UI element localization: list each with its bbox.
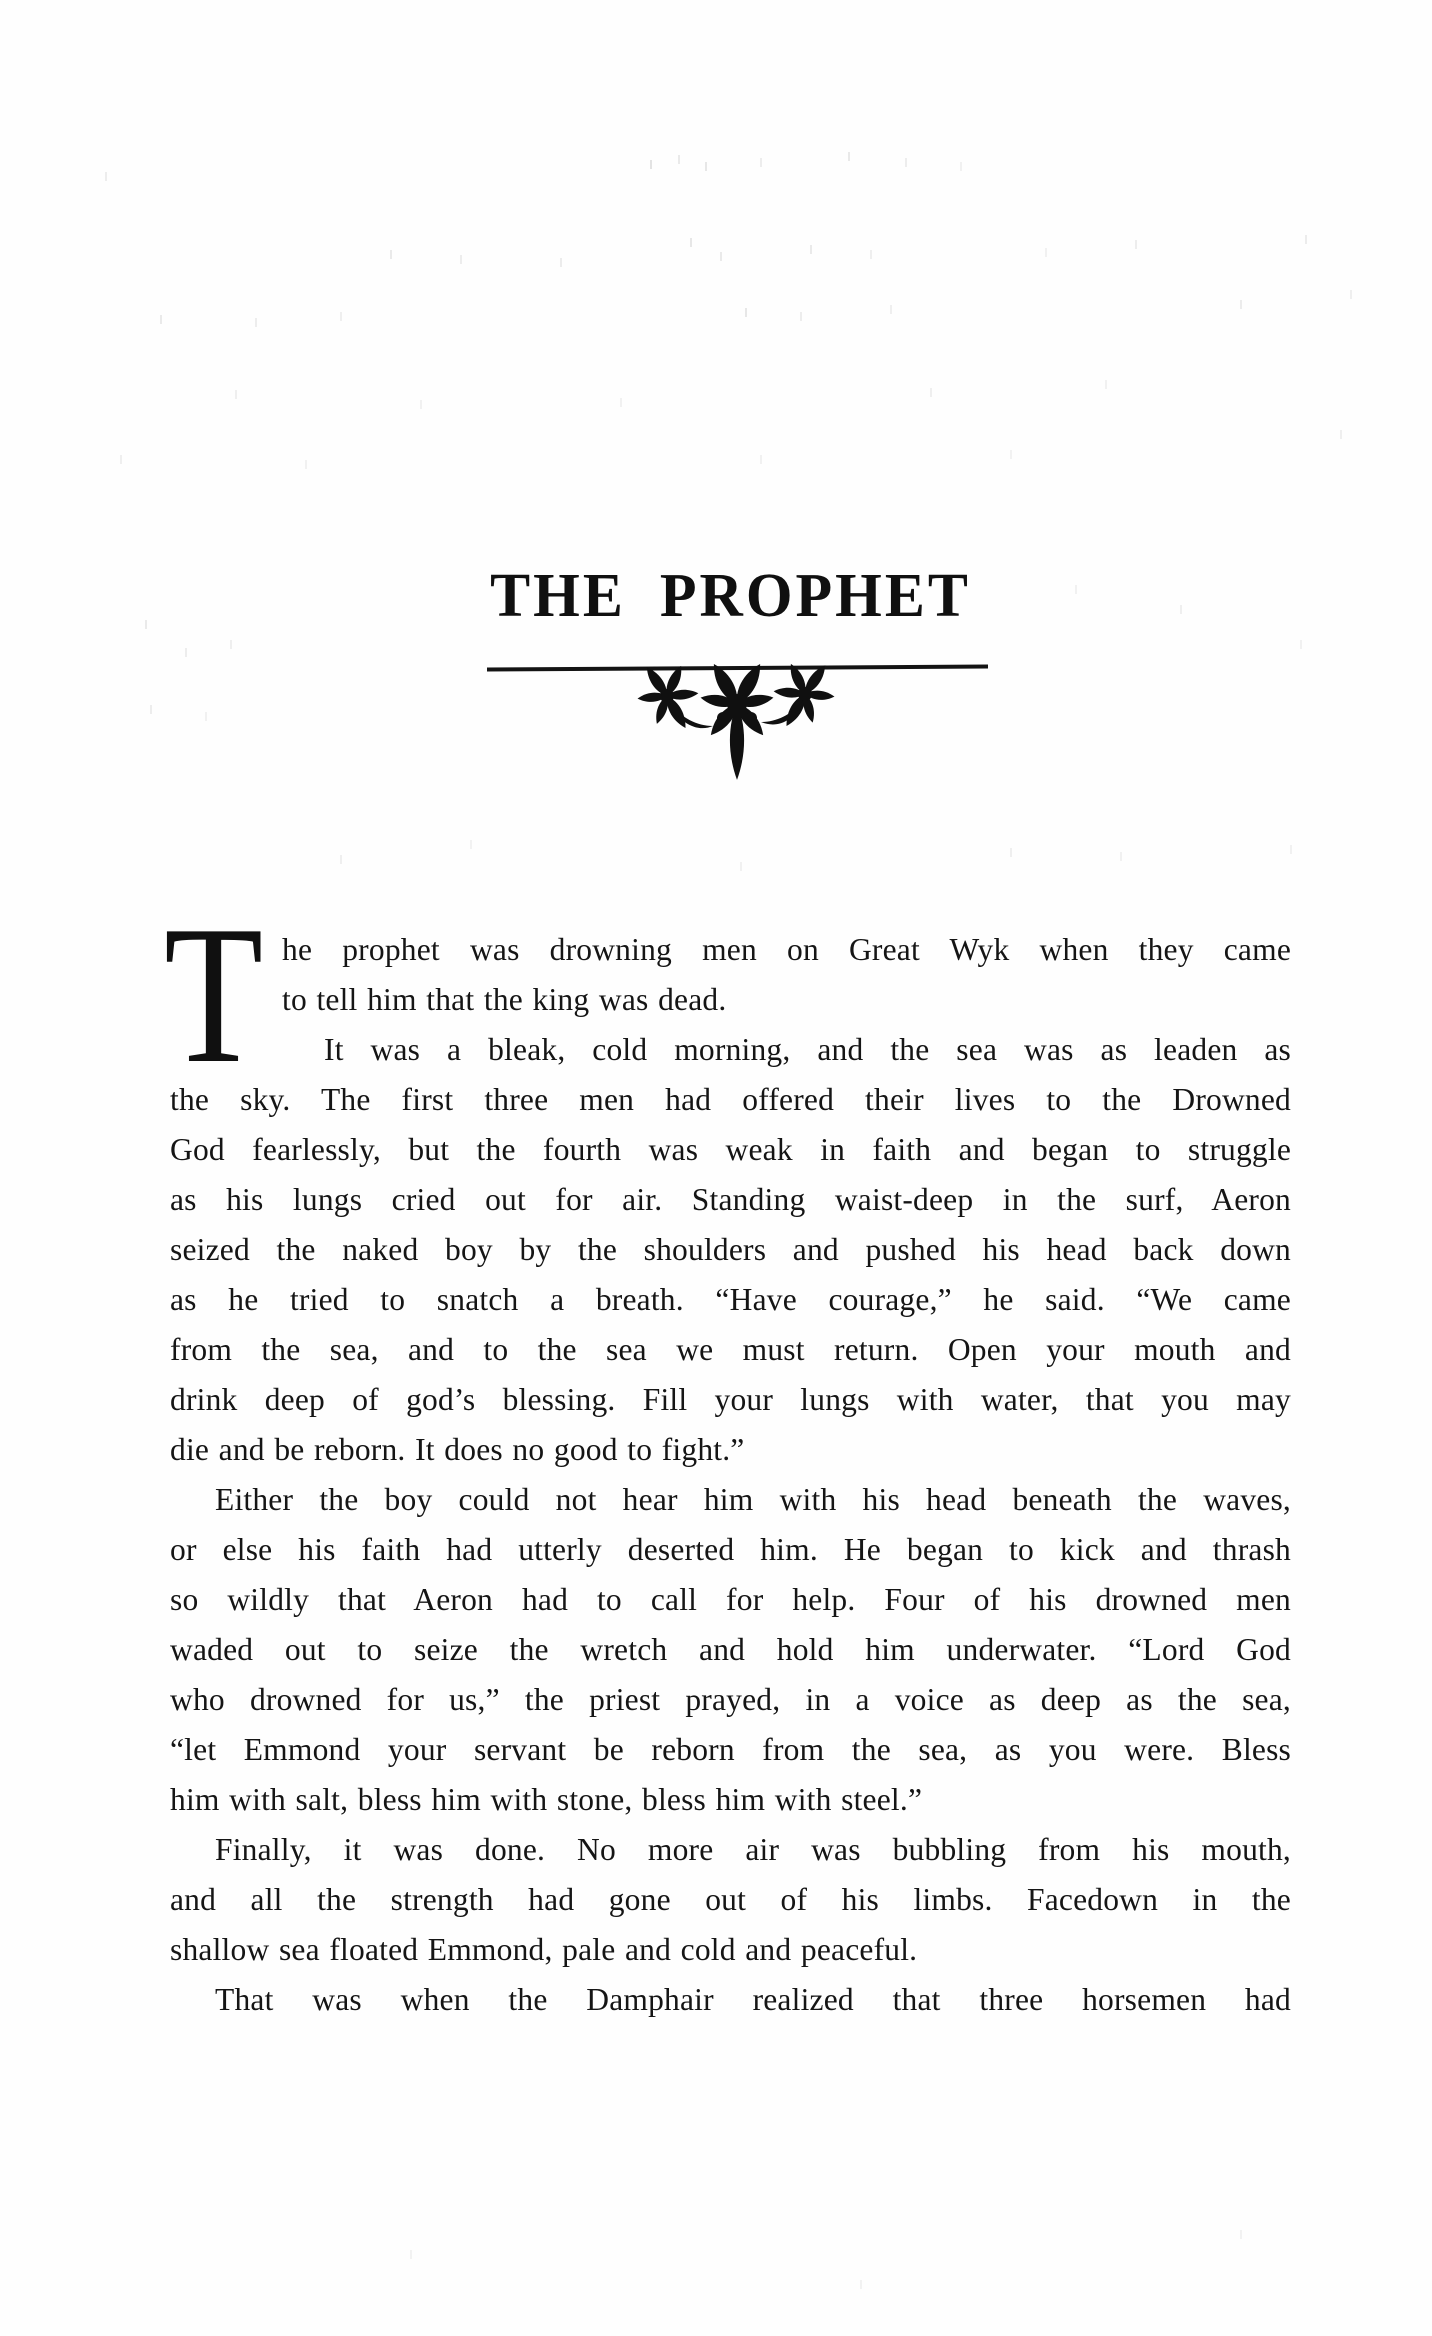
text-line: shallow sea floated Emmond, pale and cold and peaceful.: [170, 1932, 918, 1967]
text-line: as he tried to snatch a breath. “Have courage,” he said. “We came: [170, 1282, 1291, 1317]
scan-noise: [0, 0, 2, 9]
text-line: “let Emmond your servant be reborn from the sea, as you were. Bless: [170, 1732, 1291, 1767]
text-line: God fearlessly, but the fourth was weak in faith and began to struggle: [170, 1132, 1291, 1167]
text-line: and all the strength had gone out of his limbs. Facedown in the: [170, 1882, 1291, 1917]
text-line: the sky. The first three men had offered their lives to the Drowned: [170, 1082, 1291, 1117]
text-line: so wildly that Aeron had to call for help. Four of his drowned men: [170, 1582, 1291, 1617]
body-text: [170, 925, 1291, 2025]
text-line: That was when the Damphair realized that three horsemen had: [215, 1982, 1291, 2017]
floral-ornament-icon: [612, 652, 862, 784]
chapter-title: THE PROPHET: [490, 560, 971, 630]
text-line: who drowned for us,” the priest prayed, in a voice as deep as the sea,: [170, 1682, 1291, 1717]
text-line: Either the boy could not hear him with his head beneath the waves,: [215, 1482, 1291, 1517]
text-line: seized the naked boy by the shoulders and pushed his head back down: [170, 1232, 1291, 1267]
text-line: to tell him that the king was dead.: [282, 982, 727, 1017]
text-line: he prophet was drowning men on Great Wyk when they came: [282, 932, 1291, 967]
text-line: waded out to seize the wretch and hold him underwater. “Lord God: [170, 1632, 1291, 1667]
text-line: him with salt, bless him with stone, bless him with steel.”: [170, 1782, 923, 1817]
text-line: It was a bleak, cold morning, and the sea was as leaden as: [324, 1032, 1291, 1067]
text-line: as his lungs cried out for air. Standing waist-deep in the surf, Aeron: [170, 1182, 1291, 1217]
text-line: from the sea, and to the sea we must return. Open your mouth and: [170, 1332, 1291, 1367]
text-line: Finally, it was done. No more air was bubbling from his mouth,: [215, 1832, 1291, 1867]
drop-cap: T: [164, 885, 264, 1104]
text-line: drink deep of god’s blessing. Fill your lungs with water, that you may: [170, 1382, 1291, 1417]
text-line: die and be reborn. It does no good to fight.”: [170, 1432, 745, 1467]
text-line: or else his faith had utterly deserted him. He began to kick and thrash: [170, 1532, 1291, 1567]
